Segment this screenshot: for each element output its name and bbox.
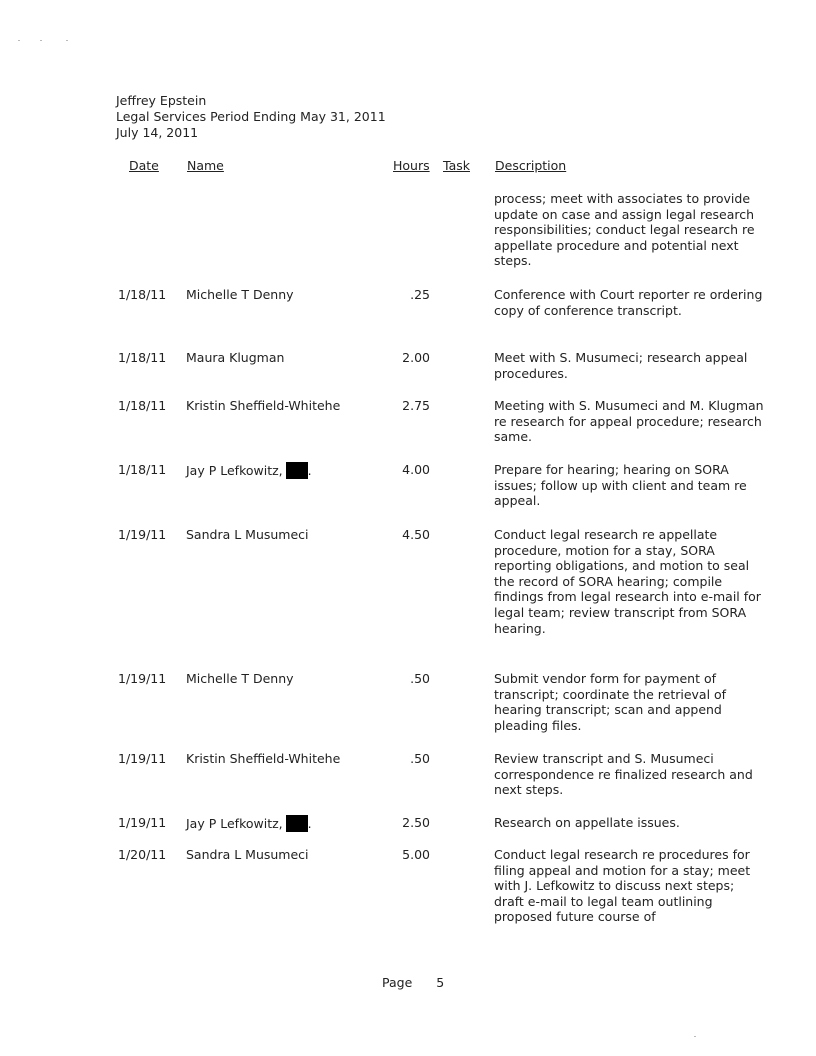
entry-description: Conduct legal research re appellate procedure, motion for a stay, SORA reporting obligations, and motion to seal the record of SORA hearing; compile findings from legal research into e-mail for legal team; review transcript from SORA hearing.	[494, 527, 761, 636]
entry-description: Conference with Court reporter re ordering copy of conference transcript.	[494, 287, 763, 318]
entry-description: Meeting with S. Musumeci and M. Klugman re research for appeal procedure; research same.	[494, 398, 764, 445]
entry-date: 1/18/11	[118, 350, 167, 365]
entry-hours: .50	[410, 751, 430, 766]
entry-name-wrap: Jay P Lefkowitz, .	[186, 816, 312, 831]
entry-date: 1/19/11	[118, 751, 167, 766]
entry-name: Kristin Sheffield-Whitehe	[186, 398, 341, 413]
page-footer	[382, 975, 444, 990]
redaction-block	[286, 462, 308, 479]
entry-date: 1/18/11	[118, 398, 167, 413]
scan-speck	[18, 40, 20, 41]
entry-description: Prepare for hearing; hearing on SORA issues; follow up with client and team re appeal.	[494, 462, 747, 509]
entry-description: Conduct legal research re procedures for filing appeal and motion for a stay; meet with J. Lefkowitz to discuss next steps; draft e-mail to legal team outlining proposed future course of	[494, 847, 751, 925]
billing-period: Legal Services Period Ending May 31, 2011	[116, 109, 386, 124]
page-number: 5	[436, 975, 445, 990]
entry-hours: .25	[410, 287, 430, 302]
entry-hours: 4.50	[402, 527, 430, 542]
scan-speck	[694, 1036, 696, 1037]
entry-name: Sandra L Musumeci	[186, 527, 309, 542]
entry-date: 1/19/11	[118, 671, 167, 686]
continued-description: process; meet with associates to provide update on case and assign legal research responsibilities; conduct legal research re appellate procedure and potential next steps.	[494, 191, 755, 269]
column-header-date: Date	[129, 158, 159, 173]
document-header	[116, 93, 386, 141]
entry-hours: 2.00	[402, 350, 430, 365]
entry-name: Jay P Lefkowitz,	[186, 463, 283, 478]
entry-date: 1/19/11	[118, 815, 167, 830]
scan-speck	[40, 40, 42, 41]
entry-name: Michelle T Denny	[186, 671, 294, 686]
entry-hours: 2.75	[402, 398, 430, 413]
entry-hours: 4.00	[402, 462, 430, 477]
page-label: Page	[382, 975, 413, 990]
entry-date: 1/20/11	[118, 847, 167, 862]
entry-hours: 5.00	[402, 847, 430, 862]
entry-name: Jay P Lefkowitz,	[186, 816, 283, 831]
entry-name: Sandra L Musumeci	[186, 847, 309, 862]
entry-description: Review transcript and S. Musumeci correspondence re finalized research and next steps.	[494, 751, 753, 798]
entry-hours: .50	[410, 671, 430, 686]
column-header-task: Task	[443, 158, 470, 173]
statement-date: July 14, 2011	[116, 125, 199, 140]
entry-date: 1/19/11	[118, 527, 167, 542]
entry-hours: 2.50	[402, 815, 430, 830]
entry-date: 1/18/11	[118, 287, 167, 302]
entry-description: Research on appellate issues.	[494, 815, 680, 830]
entry-date: 1/18/11	[118, 462, 167, 477]
column-header-hours: Hours	[393, 158, 430, 173]
entry-description: Submit vendor form for payment of transcript; coordinate the retrieval of hearing transcript; scan and append pleading files.	[494, 671, 727, 733]
scan-speck	[66, 40, 68, 41]
entry-description: Meet with S. Musumeci; research appeal procedures.	[494, 350, 748, 381]
client-name: Jeffrey Epstein	[116, 93, 207, 108]
entry-name: Maura Klugman	[186, 350, 285, 365]
column-header-name: Name	[187, 158, 224, 173]
redaction-block	[286, 815, 308, 832]
entry-name: Kristin Sheffield-Whitehe	[186, 751, 341, 766]
entry-name-wrap: Jay P Lefkowitz, .	[186, 463, 312, 478]
column-header-description: Description	[495, 158, 567, 173]
entry-name: Michelle T Denny	[186, 287, 294, 302]
